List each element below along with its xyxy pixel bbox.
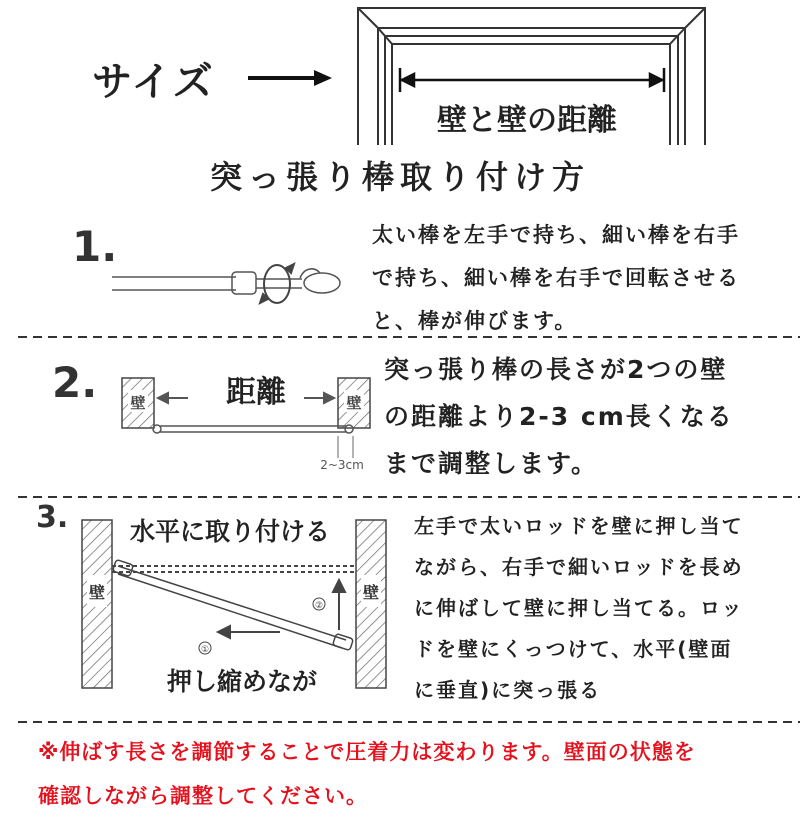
page-title: 突っ張り棒取り付け方 xyxy=(209,158,590,196)
caution-note-line: ※伸ばす長さを調節することで圧着力は変わります。壁面の状態を xyxy=(38,740,696,764)
step3-left-arrow-icon xyxy=(218,626,280,638)
step2-gap-indicator xyxy=(338,436,353,458)
step3-text xyxy=(414,506,798,711)
size-label: サイズ xyxy=(92,59,215,105)
step2-gap-label: 2~3cm xyxy=(320,458,364,472)
caution-note-line: 確認しながら調整してください。 xyxy=(38,784,368,808)
step3-top-label: 水平に取り付ける xyxy=(129,517,331,546)
rotate-arrow-icon xyxy=(260,264,294,303)
step3-line: に垂直)に突っ張る xyxy=(414,678,602,702)
door-width-arrow-icon xyxy=(400,68,664,92)
step3-line: 左手で太いロッドを壁に押し当て xyxy=(414,514,744,538)
step3-number: 3. xyxy=(36,500,69,535)
step2-text xyxy=(384,346,794,487)
step2-left-wall-label: 壁 xyxy=(130,394,146,412)
step3-up-arrow-icon xyxy=(333,580,345,630)
step2-line: まで調整します。 xyxy=(384,449,599,478)
step2-rod xyxy=(153,425,353,433)
step3-horizontal-rod xyxy=(112,566,356,572)
step2-right-wall-label: 壁 xyxy=(346,394,362,412)
step3-right-wall-label: 壁 xyxy=(362,583,380,602)
step1-line: で持ち、細い棒を右手で回転させる xyxy=(372,266,740,290)
step3-line: に伸ばして壁に押し当てる。ロッ xyxy=(414,596,744,620)
step2-number: 2. xyxy=(52,358,98,407)
step2-line: 突っ張り棒の長さが2つの壁 xyxy=(384,355,728,384)
door-label: 壁と壁の距離 xyxy=(437,103,617,138)
step3-right-wall xyxy=(356,520,386,688)
step1-number: 1. xyxy=(72,222,118,271)
size-arrow-icon xyxy=(248,70,332,86)
step1-line: と、棒が伸びます。 xyxy=(372,309,578,333)
step1-rod-illustration xyxy=(112,269,340,294)
step2-distance-label: 距離 xyxy=(226,375,286,410)
step3-left-wall-label: 壁 xyxy=(88,583,106,602)
step3-bottom-label: 押し縮めなが xyxy=(166,667,318,696)
step3-line: ながら、右手で細いロッドを長め xyxy=(414,555,744,579)
step2-line: の距離より2-3 cm長くなる xyxy=(384,402,734,431)
step3-marker-2: ② xyxy=(314,601,324,611)
step1-line: 太い棒を左手で持ち、細い棒を右手 xyxy=(372,223,740,247)
caution-note xyxy=(38,730,798,818)
step3-marker-1: ① xyxy=(200,645,210,655)
step3-line: ドを壁にくっつけて、水平(壁面 xyxy=(414,637,733,661)
step3-left-wall xyxy=(82,520,112,688)
step1-text xyxy=(372,214,792,343)
